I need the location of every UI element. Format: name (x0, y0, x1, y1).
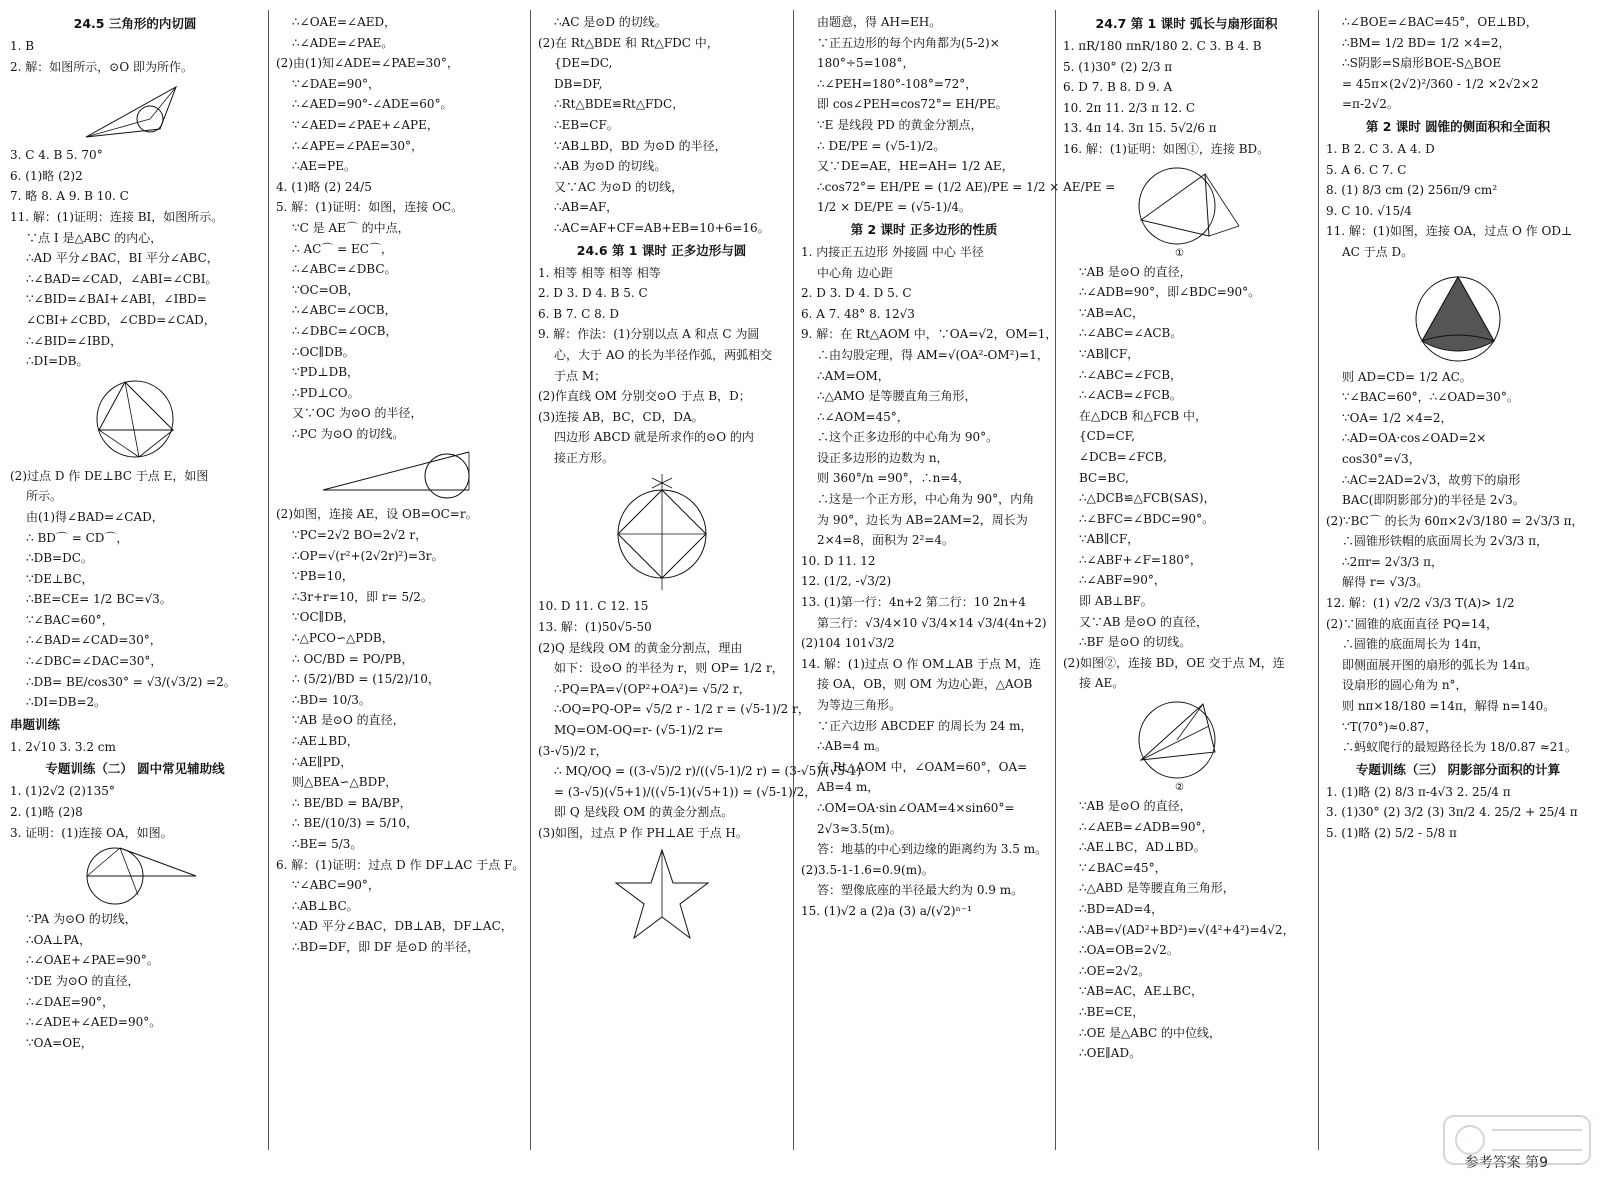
answer-line: ∴EB=CF。 (554, 117, 619, 132)
answer-line: ∴BF 是⊙O 的切线。 (1079, 635, 1192, 650)
answer-line: ∴BD= 10/3。 (292, 692, 371, 707)
answer-line: 1. B 2. C 3. A 4. D (1326, 141, 1435, 156)
answer-line: ∴OA⊥PA， (26, 932, 92, 947)
figure-label: ① (1174, 247, 1184, 259)
answer-line: 5. 解：(1)证明：如图，连接 OC。 (276, 200, 464, 215)
answer-line: ∴OE 是△ABC 的中位线， (1079, 1025, 1221, 1040)
answer-line: 为等边三角形。 (817, 698, 902, 712)
answer-line: (2)如图②，连接 BD，OE 交于点 M，连 (1063, 655, 1285, 670)
answer-line: (3)如图，过点 P 作 PH⊥AE 于点 H。 (538, 826, 748, 840)
answer-line: 10. D 11. 12 (801, 553, 876, 568)
text-block (538, 12, 785, 239)
answer-line: ∴cos72°= EH/PE = (1/2 AE)/PE = 1/2 × AE/PE = (817, 179, 1116, 194)
answer-line: (2)3.5-1-1.6=0.9(m)。 (801, 862, 934, 877)
answer-line: (2)如图，连接 AE，设 OB=OC=r。 (276, 507, 478, 522)
answer-line: 5. A 6. C 7. C (1326, 162, 1407, 177)
text-block (1063, 36, 1310, 160)
answer-line: ∴∠ACB=∠FCB。 (1079, 388, 1182, 403)
answer-line: 1. 2√10 3. 3.2 cm (10, 739, 116, 754)
answer-line: ∴∠ABC=∠ACB。 (1079, 326, 1183, 341)
answer-line: ∴3r+r=10，即 r= 5/2。 (292, 589, 433, 604)
answer-line: ∵PA 为⊙O 的切线， (26, 912, 137, 927)
answer-line: 又∵DE=AE，HE=AH= 1/2 AE， (817, 159, 1014, 174)
answer-line: ∴AM=OM， (817, 368, 890, 383)
answer-line: ∴OE∥AD。 (1079, 1046, 1142, 1061)
answer-line: 由题意，得 AH=EH。 (817, 15, 942, 29)
answer-line: 4. (1)略 (2) 24/5 (276, 179, 372, 194)
text-block (1326, 367, 1590, 758)
answer-line: 2. D 3. D 4. D 5. C (801, 286, 912, 301)
answer-line: ∴ MQ/OQ = ((3-√5)/2 r)/((√5-1)/2 r) = (3-√5)/(√5-1) (554, 764, 862, 779)
answer-line: 第三行：√3/4×10 √3/4×14 √3/4(4n+2) (817, 615, 1047, 630)
text-block (276, 12, 522, 444)
footer-label: 参考答案 (1464, 1155, 1521, 1171)
answer-line: ∴AC 是⊙D 的切线。 (554, 15, 667, 29)
answer-line: 接 AE。 (1079, 676, 1125, 691)
answer-line: ∵E 是线段 PD 的黄金分割点， (817, 117, 983, 132)
answer-line: ∵AB 是⊙O 的直径， (1079, 264, 1192, 279)
answer-line: 1. B (10, 39, 35, 53)
section-title: 24.7 第 1 课时 弧长与扇形面积 (1095, 16, 1278, 31)
answer-line: ∴∠DBC=∠DAC=30°， (26, 654, 163, 669)
answer-line: 2√3≈3.5(m)。 (817, 821, 902, 836)
answer-line: 接正方形。 (554, 450, 615, 465)
answer-line: (2)过点 D 作 DE⊥BC 于点 E，如图 (10, 468, 209, 483)
answer-line: ∴AB=√(AD²+BD²)=√(4²+4²)=4√2， (1079, 922, 1295, 937)
answer-line: ∴ DE/PE = (√5-1)/2。 (817, 138, 946, 153)
answer-line: ∴DB= BE/cos30° = √3/(√3/2) =2。 (26, 674, 236, 689)
answer-line: ∴圆锥的底面周长为 14π， (1342, 637, 1489, 652)
answer-line: ∴OE=2√2。 (1079, 963, 1151, 978)
circle-figure-1 (1127, 162, 1247, 260)
answer-line: 9. 解：作法：(1)分别以点 A 和点 C 为圆 (538, 327, 760, 342)
answer-line: ∴OQ=PQ-OP= √5/2 r - 1/2 r = (√5-1)/2 r， (554, 702, 810, 717)
answer-line: 1/2 × DE/PE = (√5-1)/4。 (817, 200, 971, 215)
answer-line: 6. B 7. C 8. D (538, 306, 620, 321)
answer-line: ∵∠DAE=90°， (292, 76, 381, 91)
answer-line: ∴ BD⌒ = CD⌒， (26, 530, 129, 545)
answer-line: ∴∠OAE=∠AED， (292, 15, 397, 29)
text-block (1326, 782, 1590, 844)
figure-label: ② (1174, 782, 1184, 794)
column-2 (270, 12, 528, 1162)
text-block (801, 12, 1116, 218)
answer-line: 5. (1)略 (2) 5/2 - 5/8 π (1326, 826, 1457, 840)
answer-line: ∴∠ABF+∠F=180°， (1079, 552, 1202, 567)
answer-line: 即侧面展开图的扇形的弧长为 14π。 (1342, 657, 1537, 672)
answer-line: 1. (1)2√2 (2)135° (10, 784, 115, 799)
column-divider (530, 10, 531, 1150)
answer-line: ∴ (5/2)/BD = (15/2)/10， (292, 672, 440, 687)
answer-line: ∴DI=DB=2。 (26, 695, 107, 710)
answer-line: ∴∠ABC=∠FCB， (1079, 367, 1183, 382)
answer-line: 9. 解：在 Rt△AOM 中，∵OA=√2，OM=1， (801, 327, 1058, 342)
answer-line: ∴OC∥DB。 (292, 344, 355, 359)
answer-line: ∴∠BFC=∠BDC=90°。 (1079, 511, 1215, 526)
answer-line: ∴Rt△BDE≌Rt△FDC， (554, 97, 685, 112)
answer-line: ∵∠BAC=45°， (1079, 860, 1167, 875)
text-block (1063, 796, 1310, 1064)
text-block (10, 781, 260, 843)
answer-line: ∵PC=2√2 BO=2√2 r， (292, 528, 428, 543)
answer-line: ∵PD⊥DB， (292, 365, 360, 380)
answer-line: ∴BD=DF，即 DF 是⊙D 的半径， (292, 939, 480, 954)
incircle-figure (80, 79, 190, 143)
text-block (10, 909, 260, 1053)
answer-line: ∵AB⊥BD，BD 为⊙D 的半径， (554, 138, 727, 153)
answer-line: 中心角 边心距 (817, 265, 893, 280)
answer-line: ∵∠AED=∠PAE+∠APE， (292, 117, 439, 132)
answer-line: 10. D 11. C 12. 15 (538, 599, 649, 614)
answer-line: ∴这是一个正方形，中心角为 90°，内角 (817, 492, 1035, 507)
section-title: 第 2 课时 正多边形的性质 (850, 221, 998, 237)
answer-line: ∴AE⊥BC，AD⊥BD。 (1079, 840, 1206, 855)
answer-line: 11. 解：(1)证明：连接 BI，如图所示。 (10, 209, 224, 224)
answer-line: ∴圆锥形铁帽的底面周长为 2√3/3 π， (1342, 534, 1549, 549)
answer-line: 1. 内接正五边形 外接圆 中心 半径 (801, 244, 984, 259)
column-6 (1320, 12, 1596, 1162)
answer-line: 如下：设⊙O 的半径为 r，则 OP= 1/2 r， (554, 661, 784, 676)
text-block (10, 145, 260, 372)
answer-line: 2×4=8，面积为 2²=4。 (817, 533, 954, 548)
section-title: 24.5 三角形的内切圆 (73, 16, 197, 31)
answer-line: ∴AB⊥BC。 (292, 898, 359, 913)
answer-line: 在△DCB 和△FCB 中， (1079, 408, 1208, 423)
answer-line: 3. 证明：(1)连接 OA，如图。 (10, 825, 173, 840)
text-block (10, 36, 260, 77)
answer-line: ∵AB=AC， (1079, 305, 1145, 320)
watermark-logo-icon (1442, 1110, 1592, 1170)
answer-line: ∵OC=OB， (292, 282, 360, 297)
answer-line: ∴∠PEH=180°-108°=72°， (817, 76, 978, 91)
answer-line: (2)作直线 OM 分别交⊙O 于点 B，D； (538, 389, 751, 404)
answer-line: ∴△DCB≌△FCB(SAS)， (1079, 491, 1216, 506)
answer-line: ∵DE⊥BC， (26, 571, 94, 586)
answer-line: ∴OP=√(r²+(2√2r)²)=3r。 (292, 548, 444, 563)
column-divider (1318, 10, 1319, 1150)
answer-line: ∴PC 为⊙O 的切线。 (292, 426, 405, 441)
answer-line: 13. 解：(1)50√5-50 (538, 620, 652, 635)
answer-line: {CD=CF, (1079, 429, 1135, 444)
answer-line: ∴∠ABC=∠DBC。 (292, 262, 397, 277)
cone-sector-figure (1403, 265, 1513, 365)
answer-line: ∴∠ABF=90°， (1079, 573, 1166, 588)
answer-line: 设正多边形的边数为 n， (817, 450, 949, 465)
answer-line: ∴∠ABC=∠OCB， (292, 303, 397, 318)
answer-line: ∴AE∥PD， (292, 754, 353, 769)
answer-line: 即 AB⊥BF。 (1079, 594, 1153, 609)
answer-line: 5. (1)30° (2) 2/3 π (1063, 59, 1173, 74)
answer-line: 15. (1)√2 a (2)a (3) a/(√2)ⁿ⁻¹ (801, 903, 972, 918)
text-block (538, 263, 785, 469)
answer-line: ∴∠APE=∠PAE=30°， (292, 138, 424, 153)
answer-line: ∴OA=OB=2√2。 (1079, 943, 1179, 958)
answer-line: ∵C 是 AE⌒ 的中点， (292, 220, 410, 235)
answer-line: 12. 解：(1) √2/2 √3/3 T(A)> 1/2 (1326, 596, 1515, 611)
answer-line: (2)∵圆锥的底面直径 PQ=14， (1326, 616, 1499, 631)
answer-line: 6. D 7. B 8. D 9. A (1063, 80, 1173, 95)
answer-line: ∵正六边形 ABCDEF 的周长为 24 m， (817, 718, 1033, 733)
answer-line: ∴AB=AF， (554, 200, 619, 215)
answer-line: ∵OA= 1/2 ×4=2， (1342, 410, 1453, 425)
answer-line: 即 cos∠PEH=cos72°= EH/PE。 (817, 97, 1008, 112)
answer-line: 心，大于 AO 的长为半径作弧，两弧相交 (554, 347, 773, 362)
answer-line: 四边形 ABCD 就是所求作的⊙O 的内 (554, 430, 754, 445)
circle-figure-bide (85, 374, 185, 464)
answer-line: 1. 相等 相等 相等 相等 (538, 265, 661, 280)
answer-line: ∵AB∥CF， (1079, 532, 1140, 547)
column-divider (268, 10, 269, 1150)
answer-line: 9. C 10. √15/4 (1326, 203, 1412, 218)
answer-line: 于点 M； (554, 368, 607, 383)
text-block (10, 466, 260, 713)
text-block (1063, 262, 1310, 694)
answer-line: 16. 解：(1)证明：如图①，连接 BD。 (1063, 141, 1270, 156)
answer-line: ∴PD⊥CO。 (292, 385, 360, 400)
answer-line: 即 Q 是线段 OM 的黄金分割点。 (554, 805, 734, 820)
column-1 (4, 12, 266, 1162)
answer-line: ∴∠DBC=∠OCB， (292, 323, 398, 338)
answer-line: ∵∠BAC=60°，∴∠OAD=30°。 (1342, 390, 1519, 405)
answer-line: ∵AB 是⊙O 的直径， (1079, 799, 1192, 814)
text-block (801, 242, 1058, 922)
answer-line: 7. 略 8. A 9. B 10. C (10, 189, 129, 204)
answer-line: ∵正五边形的每个内角都为(5-2)× (817, 35, 1000, 50)
answer-line: ∵T(70°)≈0.87， (1342, 719, 1438, 734)
answer-line: (3-√5)/2 r， (538, 743, 608, 758)
answer-line: ∴∠ADB=90°，即∠BDC=90°。 (1079, 285, 1261, 300)
page-number: 第9 (1525, 1155, 1548, 1171)
answer-line: ∴ BE/BD = BA/BP， (292, 795, 412, 810)
text-block (276, 504, 525, 957)
answer-line: ∴AE=PE。 (292, 159, 356, 174)
answer-line: 则△BEA∽△BDP， (292, 775, 398, 790)
answer-line: ∴AB 为⊙D 的切线。 (554, 159, 667, 174)
answer-line: (3)连接 AB，BC，CD，DA。 (538, 409, 704, 424)
answer-line: 答：地基的中心到边缘的距离约为 3.5 m。 (817, 842, 1048, 857)
answer-line: cos30°=√3， (1342, 451, 1421, 466)
answer-line: 在 Rt△AOM 中，∠OAM=60°，OA= (817, 759, 1028, 774)
answer-line: AB=4 m， (817, 780, 880, 795)
answer-line: (2)104 101√3/2 (801, 636, 895, 651)
answer-line: 6. A 7. 48° 8. 12√3 (801, 306, 915, 321)
answer-line: (2)在 Rt△BDE 和 Rt△FDC 中， (538, 35, 719, 50)
answer-line: 10. 2π 11. 2/3 π 12. C (1063, 100, 1196, 115)
answer-line: 又∵AB 是⊙O 的直径， (1079, 614, 1209, 629)
answer-line: ∴∠ADE+∠AED=90°。 (26, 1015, 162, 1030)
answer-line: =π-2√2。 (1342, 97, 1399, 112)
answer-line: ∴PQ=PA=√(OP²+OA²)= √5/2 r， (554, 681, 751, 696)
answer-line: 3. C 4. B 5. 70° (10, 148, 103, 163)
answer-line: 又∵OC 为⊙O 的半径， (292, 406, 423, 421)
answer-line: 1. πR/180 πnR/180 2. C 3. B 4. B (1063, 39, 1262, 53)
answer-line: 2. D 3. D 4. B 5. C (538, 286, 648, 301)
answer-line: ∴∠AEB=∠ADB=90°， (1079, 819, 1214, 834)
answer-line: 为 90°，边长为 AB=2AM=2，周长为 (817, 512, 1028, 527)
answer-line: 3. (1)30° (2) 3/2 (3) 3π/2 4. 25/2 + 25/4 π (1326, 805, 1578, 820)
answer-line: ∵OA=OE， (26, 1035, 93, 1050)
answer-line: (2)Q 是线段 OM 的黄金分割点，理由 (538, 640, 743, 655)
answer-line: ∴DI=DB。 (26, 354, 89, 369)
answer-line: 所示。 (26, 489, 63, 504)
answer-line: ∴AE⊥BD， (292, 734, 359, 748)
answer-line: BAC(即阴影部分)的半径是 2√3。 (1342, 493, 1525, 508)
subsection-title: 专题训练（二） 圆中常见辅助线 (45, 761, 225, 777)
answer-line: ∴∠AOM=45°， (817, 409, 909, 424)
answer-line: ∵AB 是⊙O 的直径， (292, 713, 405, 728)
answer-line: 解得 r= √3/3。 (1342, 575, 1429, 590)
answer-line: ∵AD 平分∠BAC，DB⊥AB，DF⊥AC， (292, 919, 513, 934)
answer-line: DB=DF, (554, 76, 603, 91)
answer-line: {DE=DC, (554, 56, 613, 71)
tangent-figure (70, 845, 200, 907)
column-divider (793, 10, 794, 1150)
answer-line: 1. (1)略 (2) 8/3 π-4√3 2. 25/4 π (1326, 784, 1511, 799)
answer-line: ∴由勾股定理，得 AM=√(OA²-OM²)=1， (817, 347, 1049, 362)
answer-line: ∴ OC/BD = PO/PB， (292, 651, 414, 666)
answer-line: 13. 4π 14. 3π 15. 5√2/6 π (1063, 121, 1217, 136)
section-title: 24.6 第 1 课时 正多边形与圆 (576, 242, 747, 258)
answer-line: 答：塑像底座的半径最大约为 0.9 m。 (817, 883, 1024, 898)
answer-line: ∴2πr= 2√3/3 π， (1342, 554, 1444, 569)
answer-line: ∴OM=OA·sin∠OAM=4×sin60°= (817, 800, 1015, 815)
text-block (1326, 139, 1590, 263)
answer-line: ∴S阴影=S扇形BOE-S△BOE (1342, 56, 1502, 71)
subsection-title: 串题训练 (10, 716, 61, 732)
answer-line: (2)∵BC⌒ 的长为 60π×2√3/180 = 2√3/3 π， (1326, 513, 1584, 528)
answer-line: ∴∠BOE=∠BAC=45°，OE⊥BD， (1342, 15, 1538, 29)
answer-line: ∵AB=AC，AE⊥BC， (1079, 984, 1203, 999)
answer-line: ∴BD=AD=4， (1079, 902, 1164, 916)
answer-line: 接 OA，OB，则 OM 为边心距，△AOB (817, 677, 1033, 692)
answer-line: ∴ BE/(10/3) = 5/10， (292, 816, 419, 831)
answer-line: 12. (1/2, -√3/2) (801, 574, 892, 589)
answer-line: 则 360°/n =90°，∴n=4， (817, 471, 971, 486)
answer-line: 180°÷5=108°， (817, 56, 915, 71)
answer-line: (2)由(1)知∠ADE=∠PAE=30°， (276, 56, 459, 71)
answer-line: ∠CBI+∠CBD，∠CBD=∠CAD， (26, 312, 216, 327)
answer-line: ∴这个正多边形的中心角为 90°。 (817, 430, 999, 445)
answer-line: ∴∠OAE+∠PAE=90°。 (26, 953, 159, 968)
answer-line: ∴∠AED=90°-∠ADE=60°。 (292, 97, 453, 112)
answer-line: 2. (1)略 (2)8 (10, 805, 83, 820)
answer-line: ∴∠BID=∠IBD， (26, 333, 123, 348)
answer-line: ∴∠BAD=∠CAD，∠ABI=∠CBI。 (26, 271, 218, 286)
answer-line: AC 于点 D。 (1342, 244, 1414, 259)
answer-line: 11. 解：(1)如图，连接 OA，过点 O 作 OD⊥ (1326, 224, 1573, 239)
answer-line: ∵OC∥DB， (292, 610, 355, 625)
answer-line: ∴AB=4 m。 (817, 739, 888, 754)
subsection-title: 专题训练（三） 阴影部分面积的计算 (1355, 761, 1561, 777)
answer-line: MQ=OM-OQ=r- (√5-1)/2 r= (554, 723, 724, 738)
answer-line: ∠DCB=∠FCB, (1079, 449, 1167, 464)
answer-line: ∴△AMO 是等腰直角三角形， (817, 389, 977, 404)
answer-line: 2. 解：如图所示，⊙O 即为所作。 (10, 59, 193, 74)
text-block (10, 737, 260, 758)
answer-line: ∵AB∥CF， (1079, 346, 1140, 361)
answer-line: 6. (1)略 (2)2 (10, 168, 83, 183)
answer-line: = (3-√5)(√5+1)/((√5-1)(√5+1)) = (√5-1)/2， (554, 784, 817, 799)
answer-line: ∴BE= 5/3。 (292, 836, 363, 851)
star-figure (612, 846, 712, 942)
answer-line: ∴∠BAD=∠CAD=30°， (26, 633, 162, 648)
answer-line: 13. (1)第一行：4n+2 第二行：10 2n+4 (801, 595, 1026, 610)
answer-line: ∵∠BID=∠BAI+∠ABI，∠IBD= (26, 292, 207, 307)
section-title: 第 2 课时 圆锥的侧面积和全面积 (1365, 118, 1551, 134)
answer-line: 则 AD=CD= 1/2 AC。 (1342, 369, 1472, 384)
answer-line: 由(1)得∠BAD=∠CAD， (26, 509, 164, 524)
inscribed-square-figure (607, 470, 717, 594)
answer-line: 设扇形的圆心角为 n°， (1342, 678, 1468, 693)
answer-line: ∴AD=OA·cos∠OAD=2× (1342, 431, 1487, 446)
answer-line: ∴DB=DC。 (26, 551, 93, 566)
answer-line: ∴BE=CE， (1079, 1004, 1145, 1019)
answer-line: = 45π×(2√2)²/360 - 1/2 ×2√2×2 (1342, 76, 1539, 91)
tangent-figure-pc (319, 446, 479, 502)
answer-line: ∴∠DAE=90°， (26, 994, 115, 1009)
answer-line: ∴BE=CE= 1/2 BC=√3。 (26, 592, 172, 607)
answer-line: ∴△PCO∽△PDB， (292, 631, 394, 646)
answer-line: ∵点 I 是△ABC 的内心， (26, 230, 163, 245)
answer-line: 8. (1) 8/3 cm (2) 256π/9 cm² (1326, 183, 1498, 198)
answer-line: ∴BM= 1/2 BD= 1/2 ×4=2， (1342, 35, 1511, 50)
answer-line: ∵PB=10， (292, 569, 354, 584)
answer-line: ∴AC=AF+CF=AB+EB=10+6=16。 (554, 220, 770, 235)
answer-line: ∵DE 为⊙O 的直径， (26, 974, 140, 988)
answer-line: BC=BC, (1079, 470, 1129, 485)
answer-line: 14. 解：(1)过点 O 作 OM⊥AB 于点 M，连 (801, 656, 1041, 671)
column-5 (1057, 12, 1316, 1162)
answer-line: ∴∠ADE=∠PAE。 (292, 35, 394, 50)
answer-line: ∴蚂蚁爬行的最短路径长为 18/0.87 ≈21。 (1342, 740, 1577, 755)
answer-line: 又∵AC 为⊙D 的切线， (554, 179, 684, 194)
answer-line: ∴AD 平分∠BAC，BI 平分∠ABC， (26, 251, 219, 266)
answer-line: 6. 解：(1)证明：过点 D 作 DF⊥AC 于点 F。 (276, 857, 525, 872)
answer-line: ∵∠BAC=60°， (26, 612, 114, 627)
answer-line: ∴ AC⌒ = EC⌒， (292, 241, 393, 256)
circle-figure-2 (1127, 696, 1247, 794)
answer-line: 则 nπ×18/180 =14π，解得 n=140。 (1342, 699, 1556, 714)
text-block (1326, 12, 1590, 115)
answer-line: ∵∠ABC=90°， (292, 878, 380, 893)
answer-line: ∴△ABD 是等腰直角三角形， (1079, 881, 1235, 896)
answer-line: ∴AC=2AD=2√3，故剪下的扇形 (1342, 472, 1521, 487)
